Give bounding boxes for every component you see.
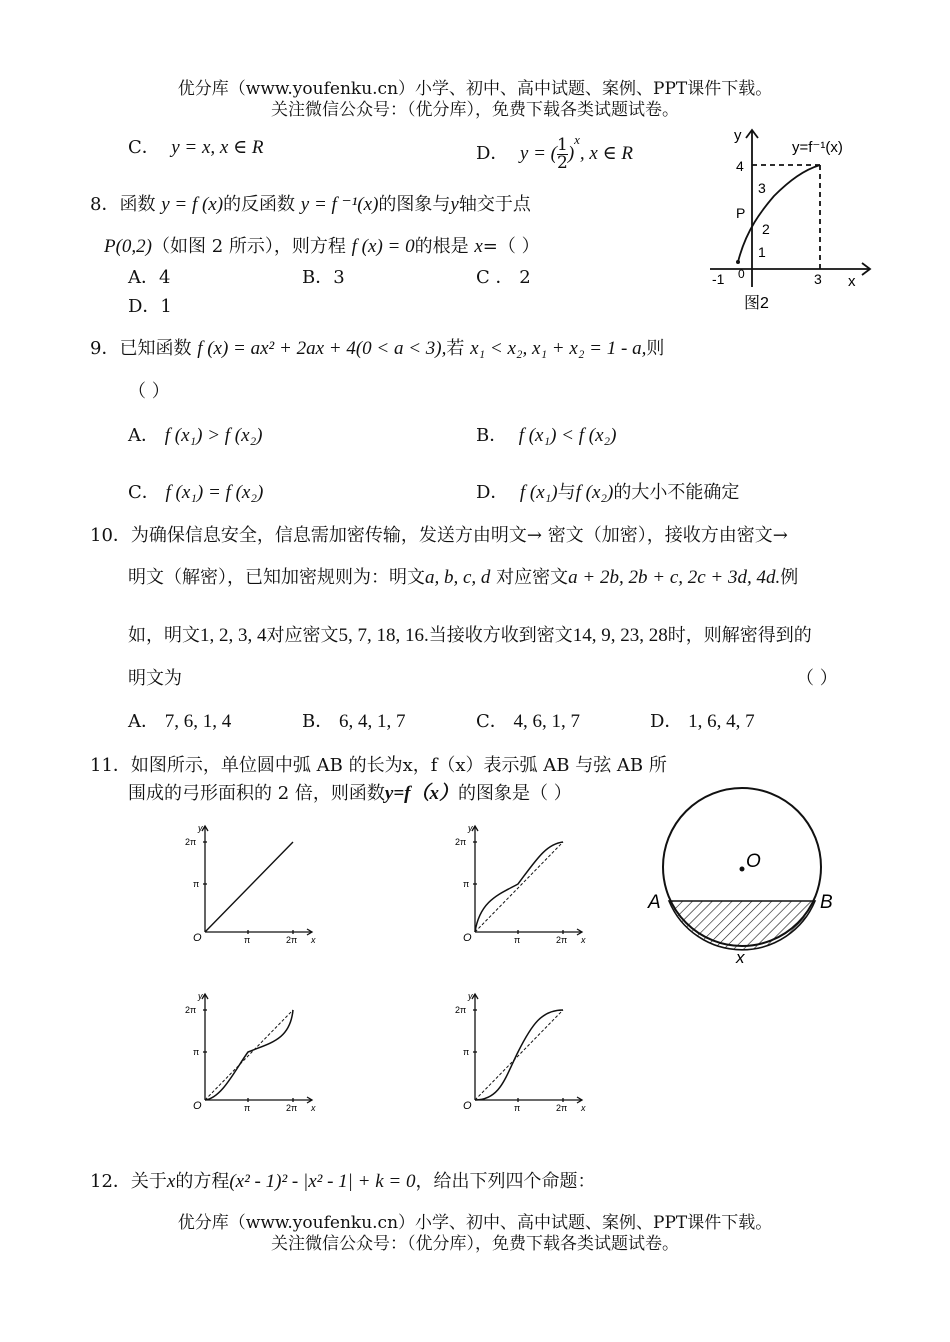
- graph-y-label: y: [468, 823, 473, 833]
- q8-option-d: D．1: [128, 296, 172, 317]
- graph-2pi-y-label: 2π: [185, 1005, 197, 1015]
- q12-stem: 12．关于x的方程(x² - 1)² - |x² - 1| + k = 0，给出下列四个命题：: [90, 1171, 596, 1192]
- circle-label-b: B: [820, 892, 833, 913]
- graph-y-label: y: [198, 991, 203, 1001]
- fig2-tick-neg1: -1: [712, 271, 725, 287]
- graph-y-label: y: [468, 991, 473, 1001]
- q10-blank: （ ）: [796, 668, 838, 689]
- fig2-tick-3: 3: [758, 180, 766, 196]
- graph-1-curve: [205, 842, 293, 932]
- q9-option-b: B． f (x₁) < f (x₂): [476, 425, 617, 446]
- q9-option-a: A． f (x₁) > f (x₂): [128, 425, 263, 446]
- graph-x-label: x: [581, 935, 586, 945]
- graph-2pi-x-label: 2π: [556, 935, 568, 945]
- q8-stem-line-2: P(0,2)（如图 2 所示），则方程 f (x) = 0的根是 x=（ ）: [104, 236, 540, 257]
- q10-stem-line-2: 明文（解密），已知加密规则为：明文a, b, c, d 对应密文a + 2b, 2b + c, 2c + 3d, 4d.例: [128, 567, 799, 588]
- q10-option-c: C． 4, 6, 1, 7: [476, 711, 581, 732]
- q11-stem-line-1: 11．如图所示，单位圆中弧 AB 的长为x，f（x）表示弧 AB 与弦 AB 所: [90, 755, 667, 776]
- graph-pi-y-label: π: [463, 1047, 470, 1057]
- q11-circle-figure: [640, 785, 860, 970]
- footer-line-1: 优分库（www.youfenku.cn）小学、初中、高中试题、案例、PPT课件下载。: [177, 1213, 773, 1233]
- graph-pi-y-label: π: [193, 1047, 200, 1057]
- q9-option-c: C． f (x₁) = f (x₂): [128, 482, 264, 503]
- fig2-func-label: y=f⁻¹(x): [792, 139, 843, 156]
- q11-graph-2: [450, 820, 590, 945]
- graph-2-reference-line: [475, 842, 563, 932]
- header-line-1: 优分库（www.youfenku.cn）小学、初中、高中试题、案例、PPT课件下载。: [177, 79, 773, 99]
- figure-2-graph: [700, 122, 880, 322]
- graph-pi-y-label: π: [193, 879, 200, 889]
- graph-pi-x-label: π: [244, 1103, 251, 1113]
- graph-x-label: x: [581, 1103, 586, 1113]
- graph-2pi-y-label: 2π: [455, 1005, 467, 1015]
- q7-option-d: D． y = ( $\frac{1}{2}$ )$^x$, x ∈ R: [476, 132, 634, 173]
- segment-hatched-region: [669, 901, 815, 950]
- fig2-y-label: y: [734, 127, 742, 144]
- graph-x-label: x: [311, 1103, 316, 1113]
- fig2-point-p: P: [736, 205, 746, 221]
- q8-option-a: A．4: [128, 267, 171, 288]
- fig2-tick-4: 4: [736, 158, 744, 174]
- center-point: [740, 867, 745, 872]
- footer-line-2: 关注微信公众号：（优分库），免费下载各类试题试卷。: [271, 1234, 679, 1254]
- fig2-caption: 图2: [744, 295, 769, 312]
- graph-2pi-y-label: 2π: [185, 837, 197, 847]
- graph-2pi-y-label: 2π: [455, 837, 467, 847]
- fig2-tick-1: 1: [758, 244, 766, 260]
- q10-stem-line-1: 10．为确保信息安全，信息需加密传输，发送方由明文→ 密文（加密），接收方由密文→: [90, 525, 788, 546]
- fig2-curve-start: [736, 260, 740, 264]
- circle-label-x: x: [736, 948, 745, 967]
- fig2-tick-2: 2: [762, 221, 770, 237]
- fig2-curve: [738, 165, 820, 262]
- q10-option-b: B． 6, 4, 1, 7: [302, 711, 406, 732]
- q10-option-a: A． 7, 6, 1, 4: [128, 711, 232, 732]
- q7-option-c: C． y = x, x ∈ R: [128, 137, 264, 158]
- q8-option-c: C ． 2: [476, 267, 531, 288]
- graph-origin-label: O: [463, 932, 472, 944]
- q10-option-d: D． 1, 6, 4, 7: [650, 711, 755, 732]
- q8-stem-line-1: 8．函数 y = f (x)的反函数 y = f ⁻¹(x)的图象与y轴交于点: [90, 194, 531, 215]
- graph-pi-x-label: π: [244, 935, 251, 945]
- q11-stem-line-2: 围成的弓形面积的 2 倍，则函数y=f（x）的图象是（ ）: [128, 783, 572, 804]
- circle-label-o: O: [746, 851, 761, 872]
- graph-origin-label: O: [193, 1100, 202, 1112]
- fig2-x-label: x: [848, 273, 856, 290]
- q11-graph-1: [180, 820, 320, 945]
- graph-x-label: x: [311, 935, 316, 945]
- header-line-2: 关注微信公众号：（优分库），免费下载各类试题试卷。: [271, 100, 679, 120]
- graph-origin-label: O: [193, 932, 202, 944]
- graph-origin-label: O: [463, 1100, 472, 1112]
- q11-graph-3: [180, 988, 320, 1113]
- q9-stem: 9．已知函数 f (x) = ax² + 2ax + 4(0 < a < 3),若 x₁ < x₂, x₁ + x₂ = 1 - a,则: [90, 338, 665, 359]
- graph-3-reference-line: [205, 1010, 293, 1100]
- graph-pi-x-label: π: [514, 935, 521, 945]
- graph-pi-y-label: π: [463, 879, 470, 889]
- graph-y-label: y: [198, 823, 203, 833]
- graph-2pi-x-label: 2π: [556, 1103, 568, 1113]
- graph-pi-x-label: π: [514, 1103, 521, 1113]
- fig2-tick-0: 0: [738, 267, 745, 281]
- q9-blank: （ ）: [128, 381, 170, 402]
- graph-4-reference-line: [475, 1010, 563, 1100]
- graph-2pi-x-label: 2π: [286, 1103, 298, 1113]
- fig2-tick-x3: 3: [814, 271, 822, 287]
- q8-option-b: B．3: [302, 267, 345, 288]
- q10-stem-line-3: 如，明文1, 2, 3, 4对应密文5, 7, 18, 16.当接收方收到密文14, 9, 23, 28时，则解密得到的: [128, 625, 812, 646]
- graph-2pi-x-label: 2π: [286, 935, 298, 945]
- circle-label-a: A: [648, 892, 661, 913]
- q9-option-d: D． f (x₁)与f (x₂)的大小不能确定: [476, 482, 740, 503]
- q11-graph-4: [450, 988, 590, 1113]
- q10-stem-line-4: 明文为: [128, 668, 182, 689]
